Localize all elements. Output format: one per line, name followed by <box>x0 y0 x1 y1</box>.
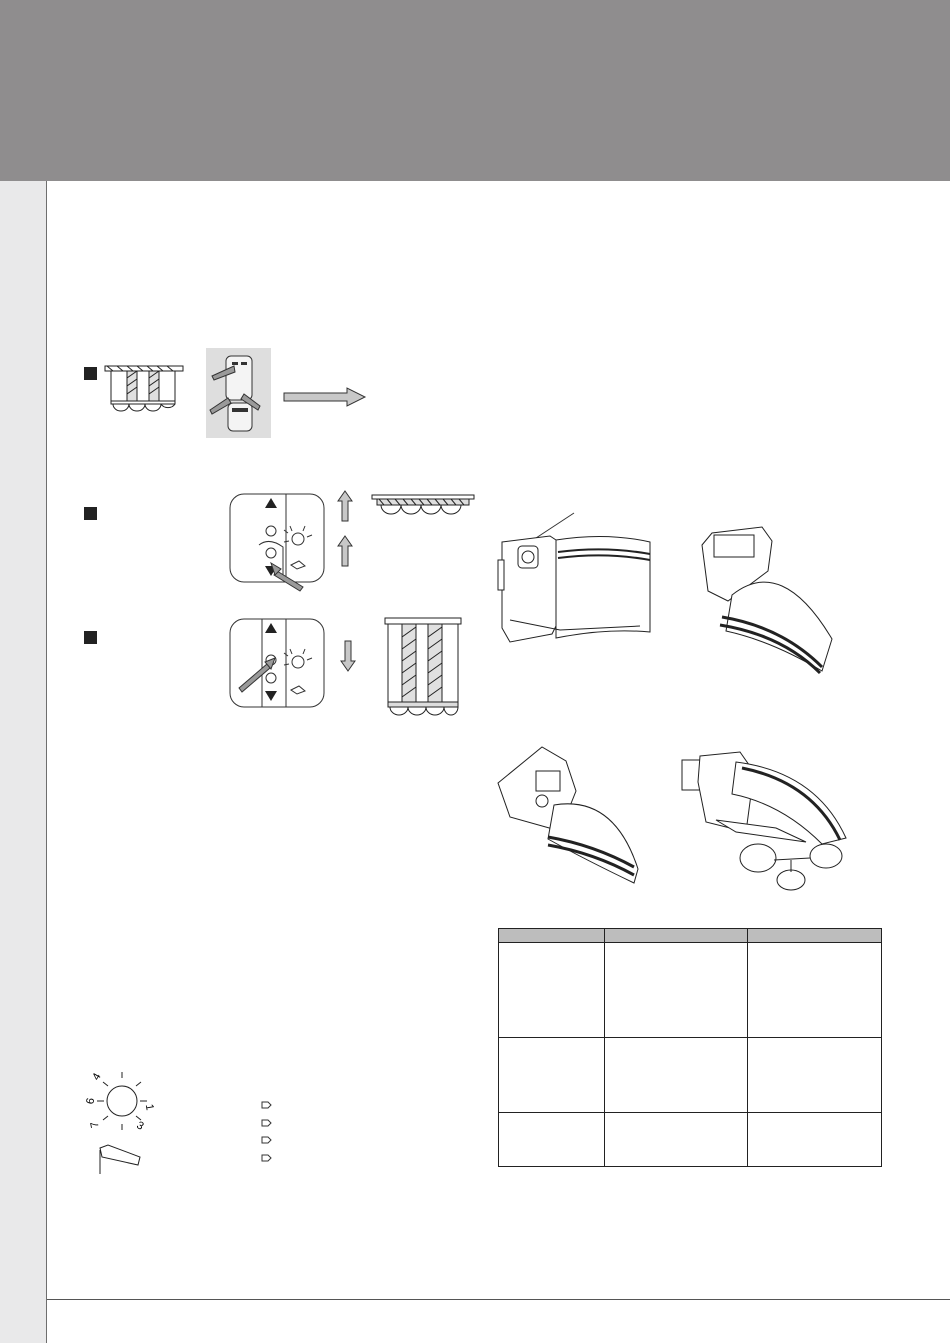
info-table <box>498 928 882 1167</box>
footer-rule <box>47 1299 950 1300</box>
dial-label: 1 <box>142 1103 156 1112</box>
table-cell <box>499 943 605 1038</box>
cassette-wind-sensor-drawing <box>676 748 846 898</box>
pointer-arrow-list <box>260 1100 272 1164</box>
table-header-3 <box>748 929 882 943</box>
blind-extended-small-diagram <box>105 366 185 416</box>
step-1-marker <box>84 367 97 380</box>
dial-label: 6 <box>84 1097 98 1106</box>
blind-extended-large-diagram <box>384 617 464 717</box>
dial-label: 3 <box>134 1119 146 1133</box>
table-cell <box>748 1038 882 1113</box>
table-header-2 <box>604 929 748 943</box>
handheld-panel-down <box>229 618 325 708</box>
handheld-panel-up <box>229 493 325 583</box>
up-arrow-icon <box>337 535 353 567</box>
table-row <box>499 943 882 1038</box>
table-cell <box>499 1038 605 1113</box>
sensitivity-dial-icon <box>82 1066 162 1176</box>
table-cell <box>748 943 882 1038</box>
dial-label: 7 <box>88 1120 102 1129</box>
cassette-tilted-drawing <box>692 525 842 675</box>
table-cell <box>499 1113 605 1167</box>
table-cell <box>604 943 748 1038</box>
down-arrow-icon <box>340 640 356 672</box>
table-cell <box>604 1038 748 1113</box>
up-arrow-icon <box>337 490 353 522</box>
table-header-1 <box>499 929 605 943</box>
cassette-bracket-drawing <box>494 745 644 881</box>
cassette-end-cap-drawing <box>496 512 661 662</box>
table-cell <box>604 1113 748 1167</box>
table-row <box>499 1038 882 1113</box>
side-rule <box>46 181 47 1343</box>
remote-photo-panel <box>206 348 271 438</box>
table-row <box>499 1113 882 1167</box>
step-3-marker <box>84 631 97 644</box>
table-cell <box>748 1113 882 1167</box>
header-band <box>0 0 950 181</box>
blind-retracted-diagram <box>371 494 475 516</box>
step-2-marker <box>84 507 97 520</box>
side-strip <box>0 181 46 1343</box>
dial-label: 4 <box>90 1071 104 1083</box>
proceed-arrow-icon <box>283 387 368 407</box>
